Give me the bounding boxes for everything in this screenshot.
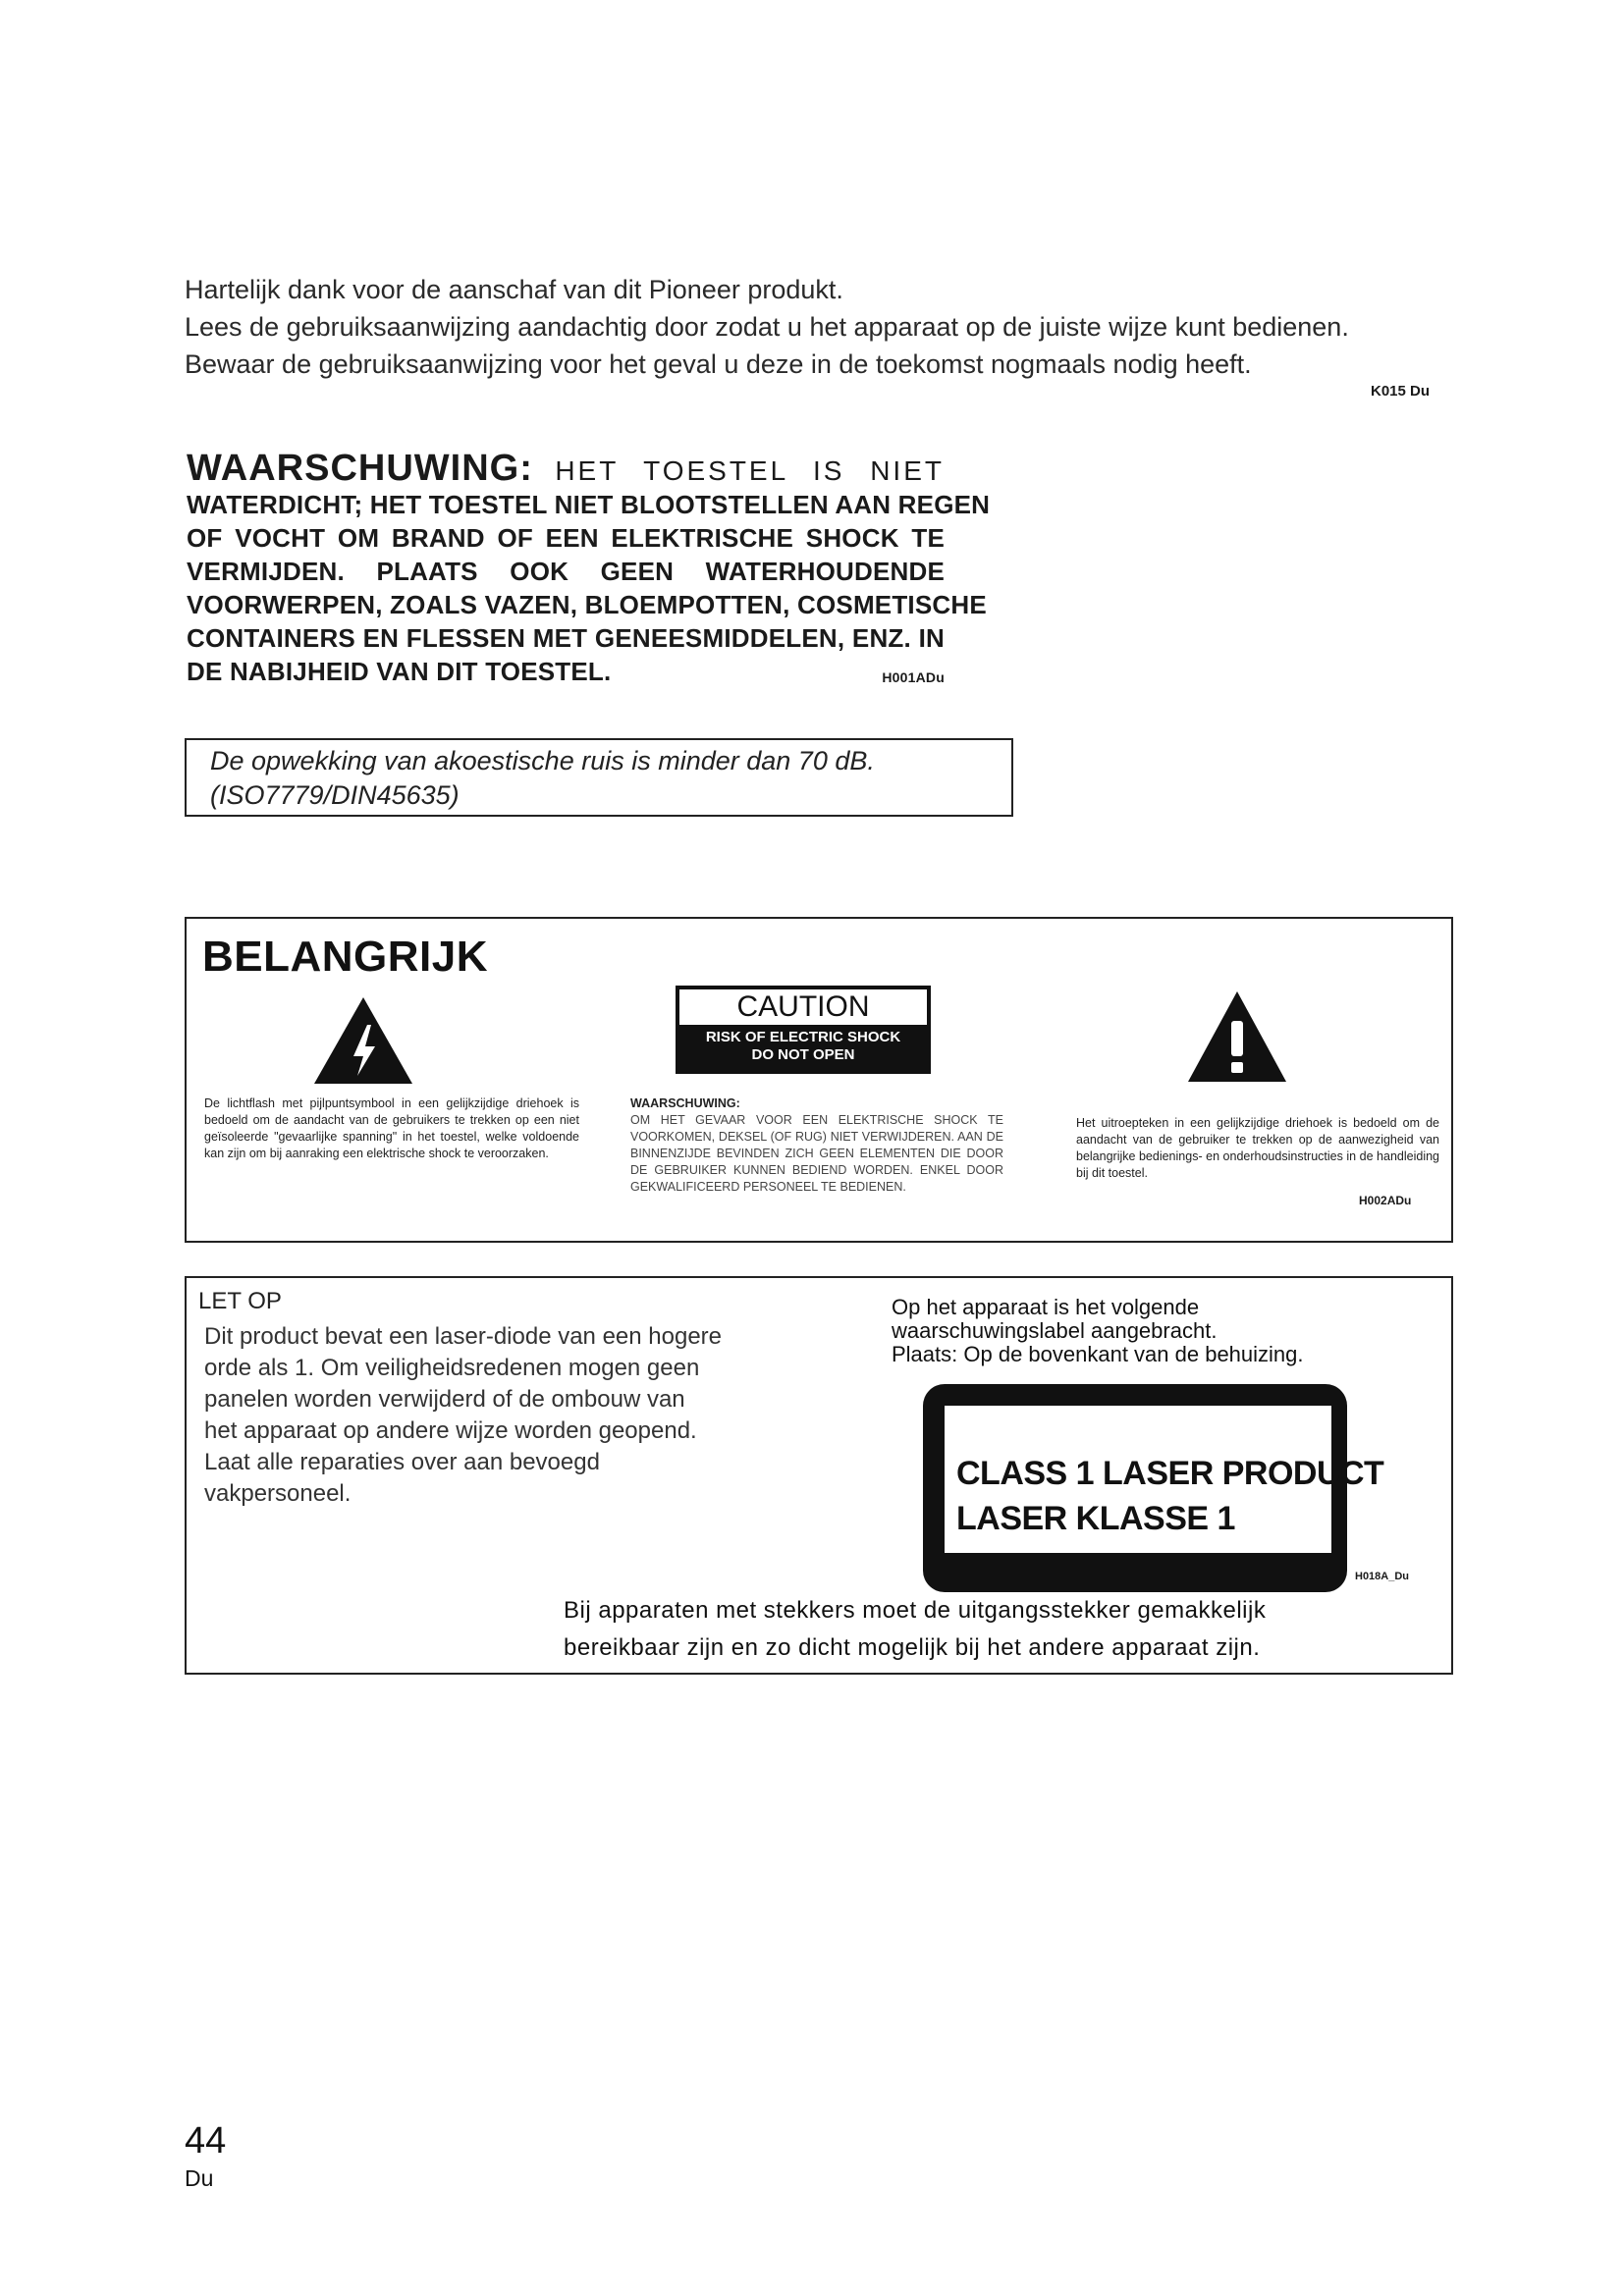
caution-label [676, 986, 931, 1074]
label-intro-line: Op het apparaat is het volgende [892, 1295, 1200, 1319]
letop-line: het apparaat op andere wijze worden geopend. [204, 1417, 697, 1444]
letop-box [185, 1276, 1453, 1675]
intro-line: Hartelijk dank voor de aanschaf van dit Pioneer produkt. [185, 275, 843, 304]
warning-heading: WAARSCHUWING: [187, 448, 533, 489]
intro-section [185, 271, 1451, 383]
middle-heading: WAARSCHUWING: [630, 1096, 740, 1110]
belangrijk-left-text: De lichtflash met pijlpuntsymbool in een gelijkzijdige driehoek is bedoeld om de aandacht van de gebruikers te trekken op een niet geïsoleerde "gevaarlijke spanning" in het toestel, welke voldoende kan zijn om bij aanraking een elektrische shock te veroorzaken. [204, 1096, 579, 1160]
warning-code: H001ADu [882, 669, 945, 685]
noise-box [185, 738, 1013, 817]
noise-line: (ISO7779/DIN45635) [210, 780, 460, 810]
caution-line: RISK OF ELECTRIC SHOCK [705, 1029, 901, 1045]
label-intro-line: waarschuwingslabel aangebracht. [892, 1318, 1218, 1343]
letop-line: orde als 1. Om veiligheidsredenen mogen geen [204, 1355, 700, 1381]
laser-line: CLASS 1 LASER PRODUCT [956, 1455, 1384, 1492]
letop-line: Laat alle reparaties over aan bevoegd [204, 1449, 600, 1475]
plug-note-line: bereikbaar zijn en zo dicht mogelijk bij het andere apparaat zijn. [564, 1634, 1261, 1661]
laser-label-text [956, 1451, 1383, 1541]
laser-line: LASER KLASSE 1 [956, 1500, 1235, 1537]
warning-section [187, 448, 991, 694]
caution-line: DO NOT OPEN [751, 1046, 855, 1063]
belangrijk-code: H002ADu [1359, 1194, 1412, 1207]
caution-subtitle [679, 1025, 927, 1070]
belangrijk-middle-col [630, 1095, 1003, 1196]
intro-code: K015 Du [1371, 383, 1431, 400]
noise-line: De opwekking van akoestische ruis is minder dan 70 dB. [210, 746, 875, 775]
plug-note-line: Bij apparaten met stekkers moet de uitgangsstekker gemakkelijk [564, 1597, 1267, 1624]
warning-line: OF VOCHT OM BRAND OF EEN ELEKTRISCHE SHOCK TE [187, 523, 945, 553]
letop-title: LET OP [198, 1288, 282, 1314]
warning-line: WATERDICHT; HET TOESTEL NIET BLOOTSTELLEN AAN REGEN [187, 490, 991, 519]
letop-line: vakpersoneel. [204, 1480, 352, 1507]
page-number: 44 [185, 2120, 227, 2162]
intro-line: Lees de gebruiksaanwijzing aandachtig door zodat u het apparaat op de juiste wijze kunt bedienen. [185, 312, 1349, 342]
letop-line: Dit product bevat een laser-diode van een hogere [204, 1323, 723, 1350]
belangrijk-box [185, 917, 1453, 1243]
middle-text: OM HET GEVAAR VOOR EEN ELEKTRISCHE SHOCK TE VOORKOMEN, DEKSEL (OF RUG) NIET VERWIJDEREN. AAN DE BINNENZIJDE BEVINDEN ZICH GEEN ELEMENTEN DIE DOOR DE GEBRUIKER KUNNEN BEDIEND WORDEN. ENKEL DOOR GEKWALIFICEERD PERSONEEL TE BEDIENEN. [630, 1113, 1003, 1194]
belangrijk-title: BELANGRIJK [202, 933, 489, 981]
warning-first-line [187, 448, 945, 489]
warning-last-line [187, 655, 945, 688]
lightning-triangle-icon [312, 995, 414, 1086]
plug-note [564, 1592, 1428, 1667]
warning-last-text: DE NABIJHEID VAN DIT TOESTEL. [187, 657, 612, 686]
warning-first-rest: HET TOESTEL IS NIET [555, 455, 945, 486]
letop-code: H018A_Du [1355, 1571, 1410, 1582]
letop-body [204, 1321, 774, 1510]
label-intro-line: Plaats: Op de bovenkant van de behuizing. [892, 1342, 1304, 1366]
letop-line: panelen worden verwijderd of de ombouw van [204, 1386, 685, 1413]
caution-title: CAUTION [679, 989, 927, 1025]
exclamation-triangle-icon [1186, 989, 1288, 1084]
label-intro [892, 1296, 1441, 1366]
page-language: Du [185, 2165, 214, 2191]
warning-line: CONTAINERS EN FLESSEN MET GENEESMIDDELEN, ENZ. IN [187, 623, 945, 653]
intro-line: Bewaar de gebruiksaanwijzing voor het geval u deze in de toekomst nogmaals nodig heeft. [185, 349, 1252, 379]
warning-line: VOORWERPEN, ZOALS VAZEN, BLOEMPOTTEN, COSMETISCHE [187, 590, 987, 619]
laser-label-inner [945, 1406, 1384, 1553]
warning-line: VERMIJDEN. PLAATS OOK GEEN WATERHOUDENDE [187, 557, 945, 586]
belangrijk-right-text: Het uitroepteken in een gelijkzijdige driehoek is bedoeld om de aandacht van de gebruiker te trekken op de aanwezigheid van belangrijke bedienings- en onderhoudsinstructies in de handleiding bij dit toestel. [1076, 1116, 1439, 1180]
